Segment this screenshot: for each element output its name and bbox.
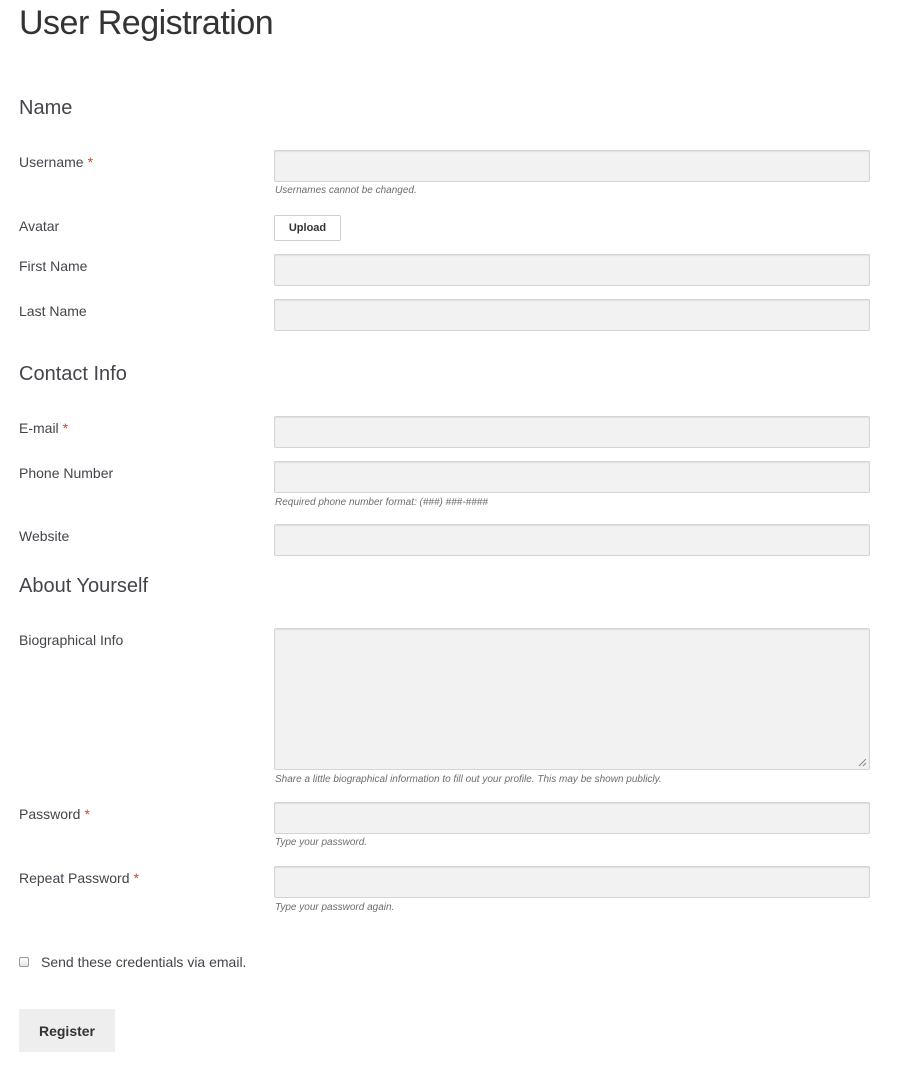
required-marker: *: [84, 806, 90, 822]
phone-hint: Required phone number format: (###) ###-####: [275, 497, 488, 508]
website-label: Website: [19, 528, 70, 544]
avatar-upload-button[interactable]: Upload: [274, 215, 341, 241]
password-hint: Type your password.: [275, 837, 368, 848]
last-name-label: Last Name: [19, 303, 87, 319]
bio-textarea[interactable]: [274, 628, 870, 770]
website-input[interactable]: [274, 524, 870, 556]
phone-label: Phone Number: [19, 465, 114, 481]
username-input[interactable]: [274, 150, 870, 182]
repeat-password-label: Repeat Password *: [19, 870, 139, 886]
required-marker: *: [133, 870, 139, 886]
password-label: Password *: [19, 806, 90, 822]
avatar-label: Avatar: [19, 218, 60, 234]
phone-input[interactable]: [274, 461, 870, 493]
repeat-password-input[interactable]: [274, 866, 870, 898]
first-name-label: First Name: [19, 258, 88, 274]
password-input[interactable]: [274, 802, 870, 834]
page-title: User Registration: [19, 4, 274, 42]
section-title-about: About Yourself: [19, 575, 148, 597]
email-label: E-mail *: [19, 420, 69, 436]
send-credentials-row[interactable]: [19, 954, 246, 970]
repeat-password-hint: Type your password again.: [275, 902, 395, 913]
required-marker: *: [87, 154, 94, 170]
send-credentials-label[interactable]: Send these credentials via email.: [41, 954, 247, 970]
resize-grip-icon[interactable]: [858, 758, 867, 767]
bio-label: Biographical Info: [19, 632, 124, 648]
last-name-input[interactable]: [274, 299, 870, 331]
username-label: Username *: [19, 154, 94, 170]
section-title-contact: Contact Info: [19, 363, 127, 385]
email-input[interactable]: [274, 416, 870, 448]
username-hint: Usernames cannot be changed.: [275, 185, 417, 196]
register-button[interactable]: Register: [19, 1009, 115, 1052]
section-title-name: Name: [19, 97, 73, 119]
required-marker: *: [62, 420, 69, 436]
send-credentials-checkbox[interactable]: [19, 957, 29, 967]
bio-hint: Share a little biographical information to fill out your profile. This may be shown publicly.: [275, 774, 662, 785]
first-name-input[interactable]: [274, 254, 870, 286]
